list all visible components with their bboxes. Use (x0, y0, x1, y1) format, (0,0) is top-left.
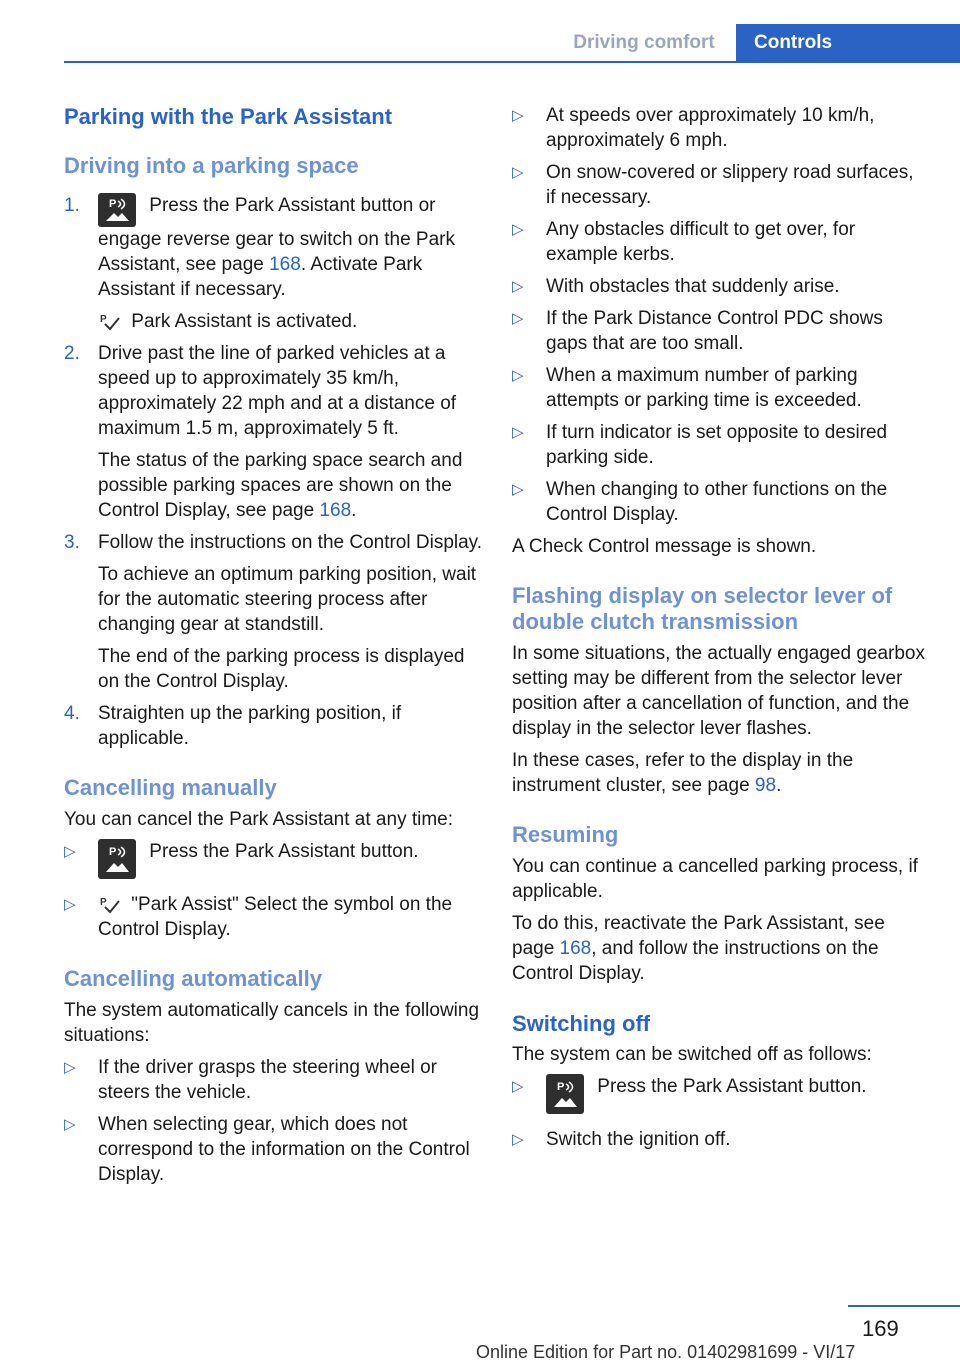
step-2 (64, 341, 484, 523)
step-4-text: Straighten up the parking position, if applicable. (98, 703, 402, 749)
auto-cancel-item-text: If the Park Distance Control PDC shows gaps that are too small. (546, 308, 883, 354)
triangle-bullet-icon: ▷ (512, 107, 524, 124)
cancel-auto-item-1-text: If the driver grasps the steering wheel or steers the vehicle. (98, 1057, 438, 1103)
triangle-bullet-icon: ▷ (512, 221, 524, 238)
park-assistant-button-icon (98, 193, 136, 227)
resume-paragraph-2 (512, 911, 928, 986)
auto-cancel-item (512, 477, 928, 527)
step-1-sub-text: Park Assistant is activated. (126, 311, 358, 332)
cancel-auto-item-1 (64, 1055, 484, 1105)
heading-switching-off: Switching off (512, 1011, 651, 1036)
left-column (64, 103, 484, 1194)
steps-list (64, 193, 484, 751)
page-number: 169 (862, 1316, 899, 1341)
footer-rule (848, 1305, 960, 1307)
triangle-bullet-icon: ▷ (64, 1116, 76, 1133)
step-1-text-b: . Activate Park Assistant if necessary. (98, 254, 423, 300)
check-control-message: A Check Control message is shown. (512, 536, 817, 557)
step-4 (64, 701, 484, 751)
heading-flashing-display: Flashing display on selector lever of double clutch transmission (512, 583, 893, 634)
switch-off-item-2 (512, 1127, 928, 1152)
step-1-sub (98, 309, 484, 334)
auto-cancel-item (512, 306, 928, 356)
step-2-sub-text-b: . (351, 500, 357, 521)
svg-text:P: P (100, 896, 107, 908)
flash-paragraph-2 (512, 748, 928, 798)
switch-off-item-2-text: Switch the ignition off. (546, 1129, 731, 1150)
auto-cancel-item (512, 274, 928, 299)
step-2-sub (98, 448, 484, 523)
step-3-sub-1: To achieve an optimum parking position, wait for the automatic steering process after changing gear at standstill. (98, 564, 477, 635)
triangle-bullet-icon: ▷ (64, 1059, 76, 1076)
triangle-bullet-icon: ▷ (64, 896, 76, 913)
park-assistant-button-icon (546, 1074, 584, 1114)
switch-off-intro: The system can be switched off as follows: (512, 1044, 872, 1065)
svg-text:P: P (557, 1081, 565, 1093)
cancel-manual-item-1-text: Press the Park Assistant button. (144, 841, 419, 862)
step-1-text-a: Press the Park Assistant button or engage reverse gear to switch on the Park Assistant, see page (98, 195, 455, 275)
triangle-bullet-icon: ▷ (512, 1131, 524, 1148)
step-3-text: Follow the instructions on the Control Display. (98, 532, 483, 553)
triangle-bullet-icon: ▷ (512, 367, 524, 384)
cancel-manual-intro: You can cancel the Park Assistant at any time: (64, 809, 454, 830)
switch-off-item-1 (512, 1074, 928, 1120)
page-link-168[interactable]: 168 (319, 500, 352, 521)
triangle-bullet-icon: ▷ (512, 481, 524, 498)
auto-cancel-item (512, 420, 928, 470)
page-link-168[interactable]: 168 (559, 938, 592, 959)
step-3-sub-2: The end of the parking process is displayed on the Control Display. (98, 646, 465, 692)
switch-off-item-1-text: Press the Park Assistant button. (592, 1076, 867, 1097)
svg-text:P: P (100, 313, 107, 325)
flash-paragraph-2-text-a: In these cases, refer to the display in the instrument cluster, see page (512, 750, 854, 796)
auto-cancel-item-text: Any obstacles difficult to get over, for example kerbs. (546, 219, 856, 265)
page-link-98[interactable]: 98 (754, 775, 777, 796)
triangle-bullet-icon: ▷ (512, 278, 524, 295)
resume-paragraph-1: You can continue a cancelled parking process, if applicable. (512, 856, 918, 902)
step-number: 2. (64, 343, 80, 364)
heading-cancelling-automatically: Cancelling automatically (64, 966, 322, 991)
cancel-auto-item-2-text: When selecting gear, which does not correspond to the information on the Control Display. (98, 1114, 470, 1185)
svg-text:P: P (109, 846, 117, 858)
step-3 (64, 530, 484, 694)
page-link-168[interactable]: 168 (269, 254, 301, 275)
park-assist-symbol-icon (98, 312, 122, 332)
step-2-sub-text-a: The status of the parking space search and possible parking spaces are shown on the Control Display, see page (98, 450, 463, 521)
triangle-bullet-icon: ▷ (64, 843, 76, 860)
step-1 (64, 193, 484, 334)
header-section-title: Driving comfort (552, 24, 736, 62)
flash-paragraph-1: In some situations, the actually engaged gearbox setting may be different from the selector lever position after a cancellation of function, and the display in the selector lever flashes. (512, 643, 925, 739)
cancel-manual-item-1 (64, 839, 484, 885)
right-column (512, 103, 928, 1159)
triangle-bullet-icon: ▷ (512, 1078, 524, 1095)
heading-driving-into-space: Driving into a parking space (64, 153, 359, 178)
step-number: 4. (64, 703, 80, 724)
cancel-manual-item-2 (64, 892, 484, 942)
auto-cancel-item-text: With obstacles that suddenly arise. (546, 276, 840, 297)
auto-cancel-item (512, 217, 928, 267)
step-2-text: Drive past the line of parked vehicles at a speed up to approximately 35 km/h, approximately 22 mph and at a distance of maximum 1.5 m, approximately 5 ft. (98, 343, 457, 439)
auto-cancel-item (512, 160, 928, 210)
header-rule (64, 61, 960, 63)
cancel-manual-item-2-text: "Park Assist" Select the symbol on the Control Display. (98, 894, 453, 940)
svg-text:P: P (109, 198, 117, 210)
heading-resuming: Resuming (512, 822, 619, 847)
flash-paragraph-2-text-b: . (776, 775, 782, 796)
step-number: 1. (64, 195, 80, 216)
heading-parking-park-assistant: Parking with the Park Assistant (64, 104, 393, 129)
auto-cancel-item-text: On snow-covered or slippery road surfaces, if necessary. (546, 162, 914, 208)
auto-cancel-item-text: At speeds over approximately 10 km/h, approximately 6 mph. (546, 105, 875, 151)
auto-cancel-item-text: If turn indicator is set opposite to desired parking side. (546, 422, 888, 468)
step-number: 3. (64, 532, 80, 553)
park-assistant-button-icon (98, 839, 136, 879)
auto-cancel-item (512, 103, 928, 153)
cancel-auto-item-2 (64, 1112, 484, 1187)
park-assist-symbol-icon (98, 895, 122, 915)
edition-note: Online Edition for Part no. 01402981699 - VI/17 (476, 1342, 856, 1362)
cancel-auto-intro: The system automatically cancels in the following situations: (64, 1000, 480, 1046)
resume-paragraph-2-text-a: To do this, reactivate the Park Assistant, see page (512, 913, 885, 959)
triangle-bullet-icon: ▷ (512, 424, 524, 441)
triangle-bullet-icon: ▷ (512, 164, 524, 181)
header-chapter-tab: Controls (736, 24, 960, 62)
auto-cancel-item (512, 363, 928, 413)
triangle-bullet-icon: ▷ (512, 310, 524, 327)
auto-cancel-item-text: When a maximum number of parking attempts or parking time is exceeded. (546, 365, 862, 411)
auto-cancel-item-text: When changing to other functions on the Control Display. (546, 479, 888, 525)
resume-paragraph-2-text-b: , and follow the instructions on the Control Display. (512, 938, 879, 984)
heading-cancelling-manually: Cancelling manually (64, 775, 277, 800)
